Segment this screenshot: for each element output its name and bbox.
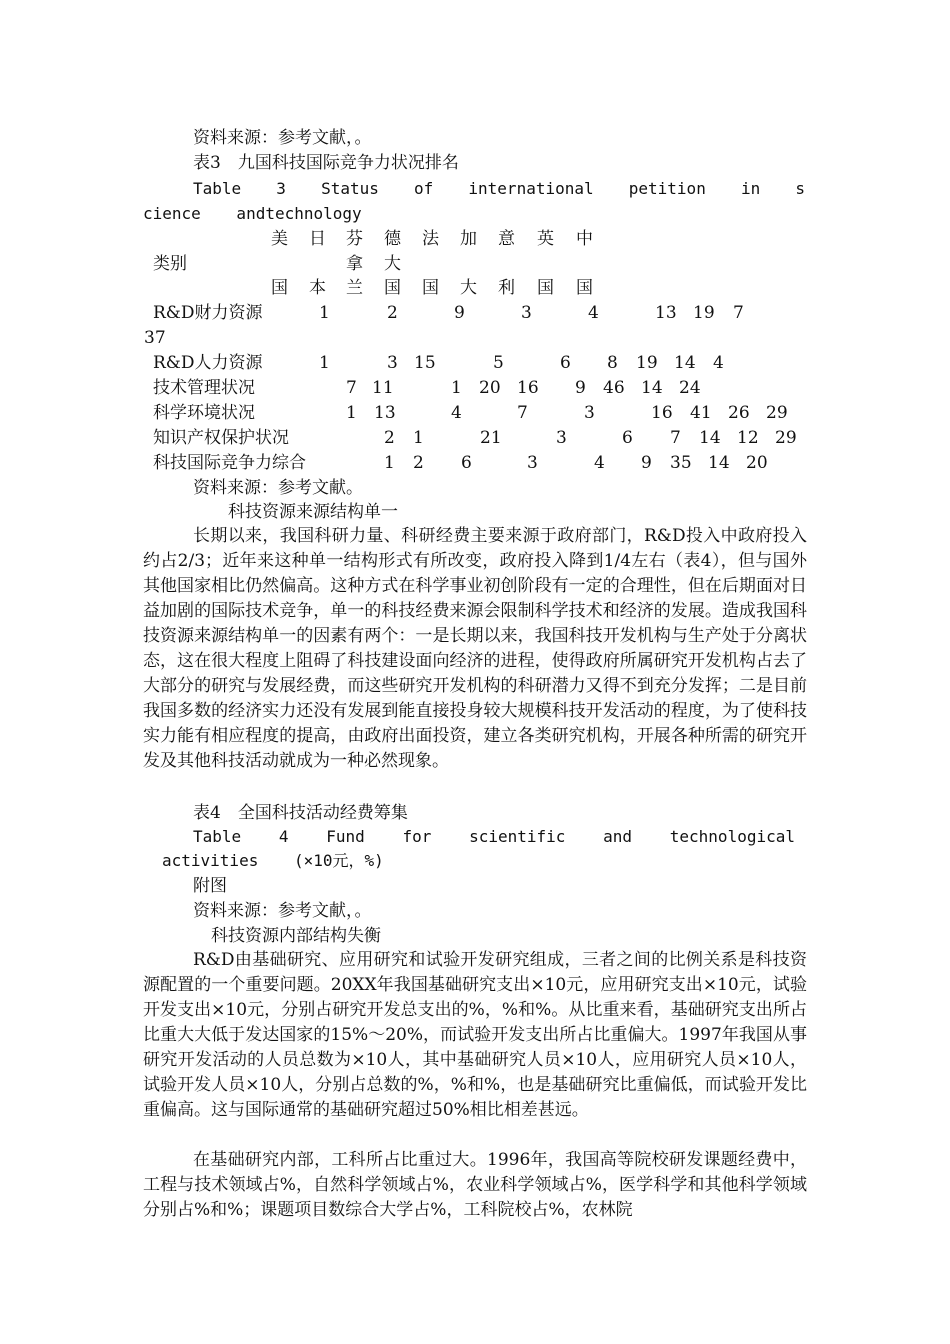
header-char: 中	[576, 229, 593, 249]
body-paragraph: 长期以来，我国科研力量、科研经费主要来源于政府部门，R&D投入中政府投入约占2/3；近年来这种单一结构形式有所改变，政府投入降到1/4左右（表4），但与国外其他国家相比仍然偏高。这种方式在科学事业初创阶段有一定的合理性，但在后期面对日益加剧的国际技术竞争，单一的科技经费来源会限制科学技术和经济的发展。造成我国科技资源来源结构单一的因素有两个：一是长期以来，我国科技开发机构与生产处于分离状态，这在很大程度上阻碍了科技建设面向经济的进程，使得政府所属研究开发机构占去了大部分的研究与发展经费，而这些研究开发机构的科研潜力又得不到充分发挥；二是目前我国多数的经济实力还没有发展到能直接投身较大规模科技开发活动的程度，为了使科技实力能有相应程度的提高，由政府出面投资，建立各类研究机构，开展各种所需的研究开发及其他科技活动就成为一种必然现象。	[143, 526, 807, 771]
header-char: 芬	[346, 229, 363, 249]
rank-cell: 1	[384, 453, 395, 473]
table3-caption-en-cont: cience andtechnology	[143, 204, 362, 223]
rank-cell: 1	[319, 353, 330, 373]
header-char: 大	[460, 278, 477, 298]
rank-cell: 9	[454, 303, 465, 323]
header-char: 拿	[346, 254, 363, 274]
row-label: 科学环境状况	[153, 403, 255, 423]
rank-cell: 4	[588, 303, 599, 323]
header-char: 法	[422, 229, 439, 249]
header-char: 国	[537, 278, 554, 298]
rank-cell: 21	[480, 428, 502, 448]
rank-cell: 2	[413, 453, 424, 473]
rank-cell: 13	[374, 403, 396, 423]
rank-cell: 6	[560, 353, 571, 373]
body-paragraph: 在基础研究内部，工科所占比重过大。1996年，我国高等院校研发课题经费中，工程与技术领域占%，自然科学领域占%，农业科学领域占%，医学科学和其他科学领域分别占%和%；课题项目数综合大学占%，工科院校占%，农林院	[143, 1150, 807, 1220]
rank-cell: 1	[319, 303, 330, 323]
table3-category-label: 类别	[153, 254, 187, 274]
rank-cell: 7	[346, 378, 357, 398]
rank-cell: 4	[713, 353, 724, 373]
rank-cell: 9	[641, 453, 652, 473]
rank-cell: 3	[527, 453, 538, 473]
header-char: 英	[537, 229, 554, 249]
rank-cell: 6	[461, 453, 472, 473]
rank-cell: 37	[144, 328, 166, 348]
header-char: 国	[384, 278, 401, 298]
table4-source: 资料来源：参考文献，。	[193, 901, 372, 921]
table3-caption-cn: 表3 九国科技国际竞争力状况排名	[193, 153, 459, 173]
rank-cell: 4	[594, 453, 605, 473]
table4-caption-en-cont: activities (×10元，%)	[162, 851, 384, 870]
rank-cell: 7	[670, 428, 681, 448]
rank-cell: 14	[641, 378, 663, 398]
header-char: 美	[271, 229, 288, 249]
rank-cell: 3	[521, 303, 532, 323]
table3-caption-en: Table 3 Status of international petition in s	[193, 179, 805, 198]
header-char: 大	[384, 254, 401, 274]
header-char: 利	[498, 278, 515, 298]
rank-cell: 3	[387, 353, 398, 373]
table4-caption-cn: 表4 全国科技活动经费筹集	[193, 803, 408, 823]
rank-cell: 2	[384, 428, 395, 448]
rank-cell: 7	[517, 403, 528, 423]
header-char: 兰	[346, 278, 363, 298]
rank-cell: 16	[651, 403, 673, 423]
rank-cell: 41	[690, 403, 712, 423]
rank-cell: 29	[775, 428, 797, 448]
rank-cell: 19	[636, 353, 658, 373]
table3-source: 资料来源：参考文献。	[193, 478, 363, 498]
rank-cell: 4	[451, 403, 462, 423]
rank-cell: 19	[693, 303, 715, 323]
rank-cell: 14	[674, 353, 696, 373]
header-char: 日	[309, 229, 326, 249]
rank-cell: 12	[737, 428, 759, 448]
rank-cell: 3	[584, 403, 595, 423]
rank-cell: 14	[699, 428, 721, 448]
rank-cell: 7	[733, 303, 744, 323]
rank-cell: 46	[603, 378, 625, 398]
section-heading: 科技资源来源结构单一	[228, 502, 398, 522]
header-char: 德	[384, 229, 401, 249]
table4-caption-en: Table 4 Fund for scientific and technological	[193, 827, 795, 846]
rank-cell: 20	[479, 378, 501, 398]
rank-cell: 2	[387, 303, 398, 323]
row-label: R&D财力资源	[153, 303, 263, 323]
rank-cell: 20	[746, 453, 768, 473]
rank-cell: 1	[413, 428, 424, 448]
rank-cell: 6	[622, 428, 633, 448]
header-char: 加	[460, 229, 477, 249]
header-char: 国	[271, 278, 288, 298]
header-char: 国	[422, 278, 439, 298]
rank-cell: 11	[372, 378, 394, 398]
row-label: 技术管理状况	[153, 378, 255, 398]
section-heading: 科技资源内部结构失衡	[211, 926, 381, 946]
rank-cell: 1	[451, 378, 462, 398]
header-char: 本	[309, 278, 326, 298]
row-label: 知识产权保护状况	[153, 428, 289, 448]
row-label: 科技国际竞争力综合	[153, 453, 306, 473]
rank-cell: 26	[728, 403, 750, 423]
header-char: 国	[576, 278, 593, 298]
header-char: 意	[498, 229, 515, 249]
body-paragraph: R&D由基础研究、应用研究和试验开发研究组成，三者之间的比例关系是科技资源配置的一个重要问题。20XX年我国基础研究支出×10元，应用研究支出×10元，试验开发支出×10元，分别占研究开发总支出的%，%和%。从比重来看，基础研究支出所占比重大大低于发达国家的15%～20%，而试验开发支出所占比重偏大。1997年我国从事研究开发活动的人员总数为×10人，其中基础研究人员×10人，应用研究人员×10人，试验开发人员×10人，分别占总数的%，%和%，也是基础研究比重偏低，而试验开发比重偏高。这与国际通常的基础研究超过50%相比相差甚远。	[143, 950, 807, 1120]
row-label: R&D人力资源	[153, 353, 263, 373]
rank-cell: 15	[414, 353, 436, 373]
rank-cell: 5	[493, 353, 504, 373]
rank-cell: 13	[655, 303, 677, 323]
rank-cell: 14	[708, 453, 730, 473]
rank-cell: 35	[670, 453, 692, 473]
rank-cell: 29	[766, 403, 788, 423]
rank-cell: 16	[517, 378, 539, 398]
rank-cell: 3	[556, 428, 567, 448]
rank-cell: 24	[679, 378, 701, 398]
rank-cell: 9	[575, 378, 586, 398]
rank-cell: 8	[607, 353, 618, 373]
rank-cell: 1	[346, 403, 357, 423]
source-note: 资料来源：参考文献，。	[193, 128, 372, 148]
figure-label: 附图	[193, 876, 227, 896]
